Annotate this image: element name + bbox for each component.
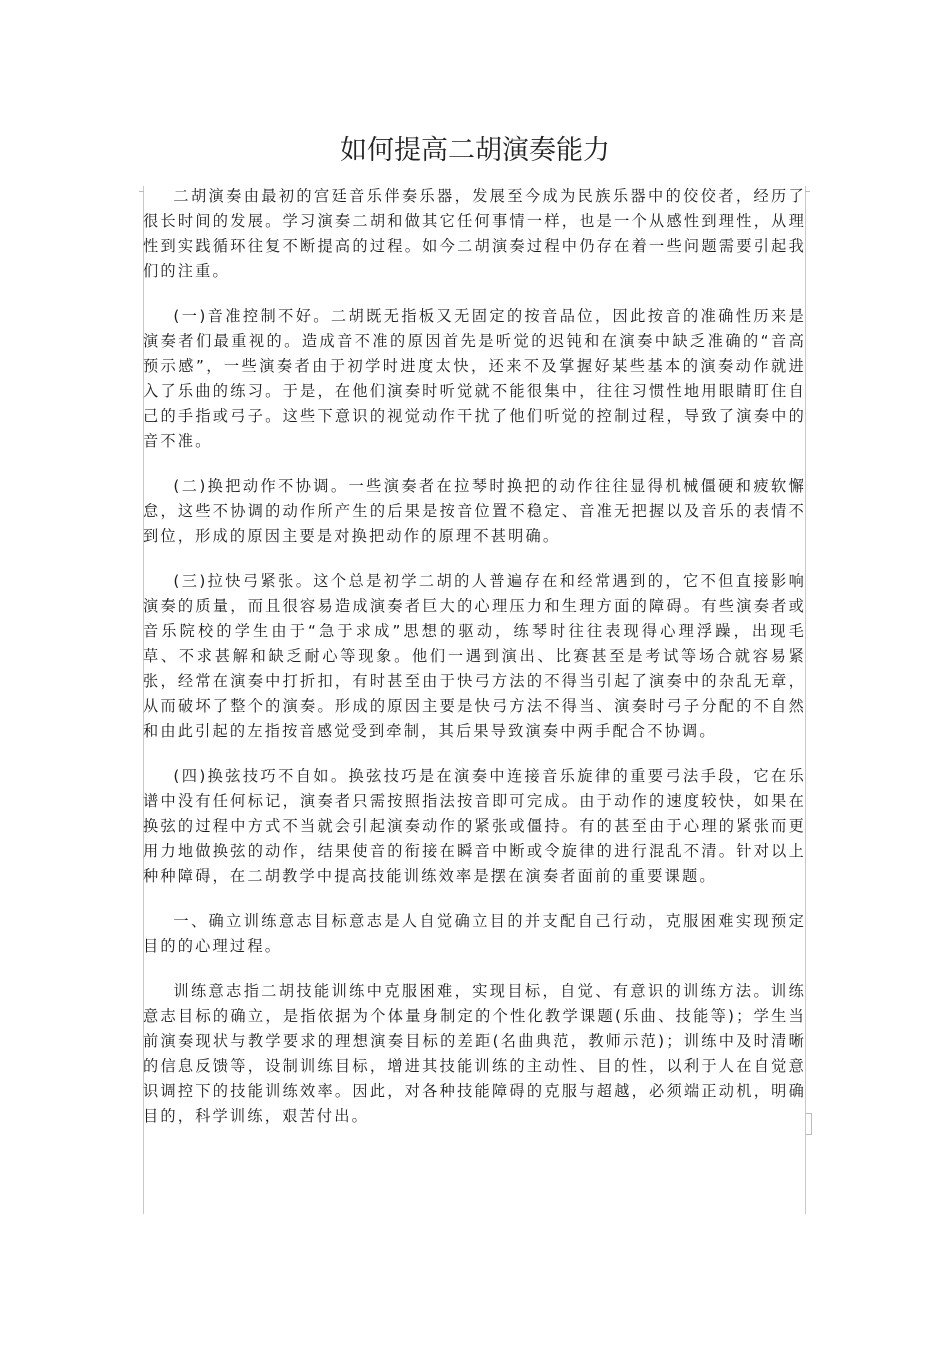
paragraph-fast-bowing: (三)拉快弓紧张。这个总是初学二胡的人普遍存在和经常遇到的，它不但直接影响演奏的质量，而且很容易造成演奏者巨大的心理压力和生理方面的障碍。有些演奏者或音乐院校的学生由于“急于求成”思想的驱动，练琴时往往表现得心理浮躁，出现毛草、不求甚解和缺乏耐心等现象。他们一遇到演出、比赛甚至是考试等场合就容易紧张，经常在演奏中打折扣，有时甚至由于快弓方法的不得当引起了演奏中的杂乱无章，从而破坏了整个的演奏。形成的原因主要是快弓方法不得当、演奏时弓子分配的不自然和由此引起的左指按音感觉受到牵制，其后果导致演奏中两手配合不协调。 <box>143 572 806 740</box>
paragraph-position-shift: (二)换把动作不协调。一些演奏者在拉琴时换把的动作往往显得机械僵硬和疲软懈怠，这些不协调的动作所产生的后果是按音位置不稳定、音准无把握以及音乐的表情不到位，形成的原因主要是对换把动作的原理不甚明确。 <box>143 477 806 545</box>
paragraph-intro: 二胡演奏由最初的宫廷音乐伴奏乐器，发展至今成为民族乐器中的佼佼者，经历了很长时间的发展。学习演奏二胡和做其它任何事情一样，也是一个从感性到理性，从理性到实践循环往复不断提高的过程。如今二胡演奏过程中仍存在着一些问题需要引起我们的注重。 <box>143 187 806 280</box>
margin-mark <box>806 1113 812 1135</box>
document-body <box>143 184 806 1149</box>
paragraph-section-one: 一、确立训练意志目标意志是人自觉确立目的并支配自己行动，克服困难实现预定目的的心理过程。 <box>143 912 806 955</box>
paragraph-string-crossing: (四)换弦技巧不自如。换弦技巧是在演奏中连接音乐旋律的重要弓法手段，它在乐谱中没有任何标记，演奏者只需按照指法按音即可完成。由于动作的速度较快，如果在换弦的过程中方式不当就会引起演奏动作的紧张或僵持。有的甚至由于心理的紧张而更用力地做换弦的动作，结果使音的衔接在瞬音中断或令旋律的进行混乱不清。针对以上种种障碍，在二胡教学中提高技能训练效率是摆在演奏者面前的重要课题。 <box>143 767 806 885</box>
paragraph-training-will: 训练意志指二胡技能训练中克服困难，实现目标，自觉、有意识的训练方法。训练意志目标的确立，是指依据为个体量身制定的个性化教学课题(乐曲、技能等)；学生当前演奏现状与教学要求的理想演奏目标的差距(名曲典范，教师示范)；训练中及时清晰的信息反馈等，设制训练目标，增进其技能训练的主动性、目的性，以利于人在自觉意识调控下的技能训练效率。因此，对各种技能障碍的克服与超越，必须端正动机，明确目的，科学训练，艰苦付出。 <box>143 982 806 1125</box>
paragraph-pitch-control: (一)音准控制不好。二胡既无指板又无固定的按音品位，因此按音的准确性历来是演奏者们最重视的。造成音不准的原因首先是听觉的迟钝和在演奏中缺乏准确的“音高预示感”，一些演奏者由于初学时进度太快，还来不及掌握好某些基本的演奏动作就进入了乐曲的练习。于是，在他们演奏时听觉就不能很集中，往往习惯性地用眼睛盯住自己的手指或弓子。这些下意识的视觉动作干扰了他们听觉的控制过程，导致了演奏中的音不准。 <box>143 307 806 450</box>
page-title: 如何提高二胡演奏能力 <box>340 135 610 166</box>
